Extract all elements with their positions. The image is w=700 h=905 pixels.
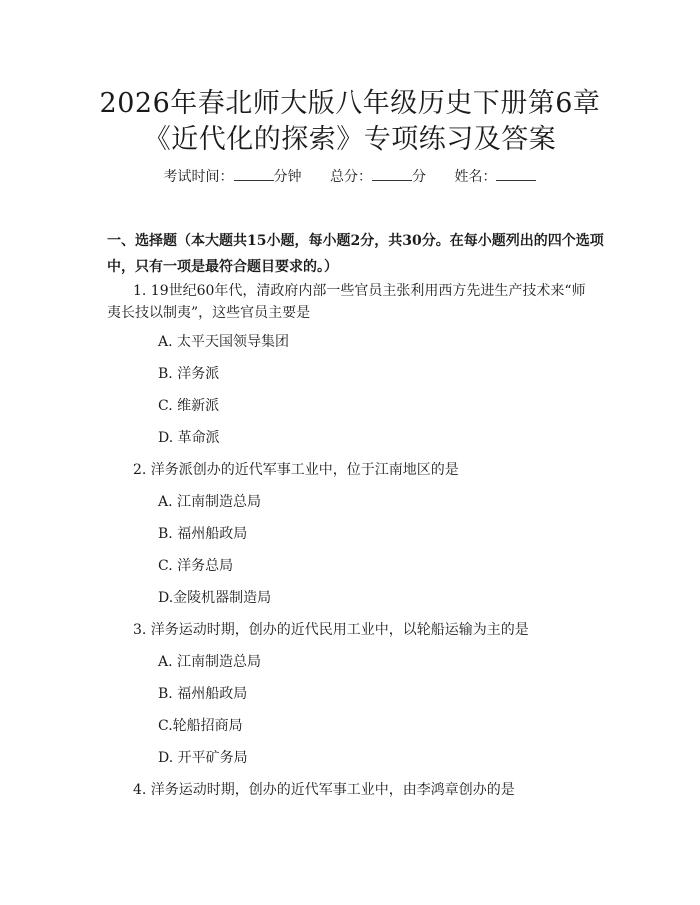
question-2-stem: 2. 洋务派创办的近代军事工业中，位于江南地区的是 [133, 462, 459, 478]
total-score-blank[interactable] [372, 166, 412, 181]
question-1-stem-continued: 夷长技以制夷”，这些官员主要是 [107, 305, 311, 321]
exam-info [0, 166, 700, 188]
question-3-option-d[interactable]: D. 开平矿务局 [158, 750, 248, 766]
question-1-option-a[interactable]: A. 太平天国领导集团 [158, 334, 290, 350]
name-label: 姓名： [454, 169, 497, 185]
document-title-line-2: 《近代化的探索》专项练习及答案 [143, 124, 557, 155]
question-2-option-a[interactable]: A. 江南制造总局 [158, 494, 262, 510]
exam-time-unit: 分钟 [273, 169, 302, 185]
document-title-line-1: 2026年春北师大版八年级历史下册第6章 [99, 88, 601, 119]
question-2-option-d[interactable]: D.金陵机器制造局 [158, 590, 272, 606]
question-3-option-b[interactable]: B. 福州船政局 [158, 686, 248, 702]
question-1-option-d[interactable]: D. 革命派 [158, 430, 220, 446]
total-score-label: 总分： [330, 169, 372, 185]
total-score-unit: 分 [412, 169, 426, 185]
name-field [454, 169, 536, 185]
question-3-option-c[interactable]: C.轮船招商局 [158, 718, 243, 734]
total-score-field [330, 169, 426, 185]
exam-time-field [164, 169, 302, 185]
exam-time-blank[interactable] [234, 166, 274, 181]
question-2-option-b[interactable]: B. 福州船政局 [158, 526, 248, 542]
name-blank[interactable] [496, 166, 536, 181]
exam-time-label: 考试时间： [163, 169, 234, 185]
question-3-stem: 3. 洋务运动时期，创办的近代民用工业中，以轮船运输为主的是 [133, 622, 529, 638]
question-3-option-a[interactable]: A. 江南制造总局 [158, 654, 262, 670]
question-4-stem: 4. 洋务运动时期，创办的近代军事工业中，由李鸿章创办的是 [133, 782, 515, 798]
question-1-option-c[interactable]: C. 维新派 [158, 398, 220, 414]
question-2-option-c[interactable]: C. 洋务总局 [158, 558, 234, 574]
question-1-stem: 1. 19世纪60年代，清政府内部一些官员主张利用西方先进生产技术来“师 [133, 283, 586, 299]
question-1-option-b[interactable]: B. 洋务派 [158, 366, 220, 382]
section-heading: 一、选择题（本大题共15小题，每小题2分，共30分。在每小题列出的四个选项中，只有一项是最符合题目要求的。） [107, 233, 604, 275]
